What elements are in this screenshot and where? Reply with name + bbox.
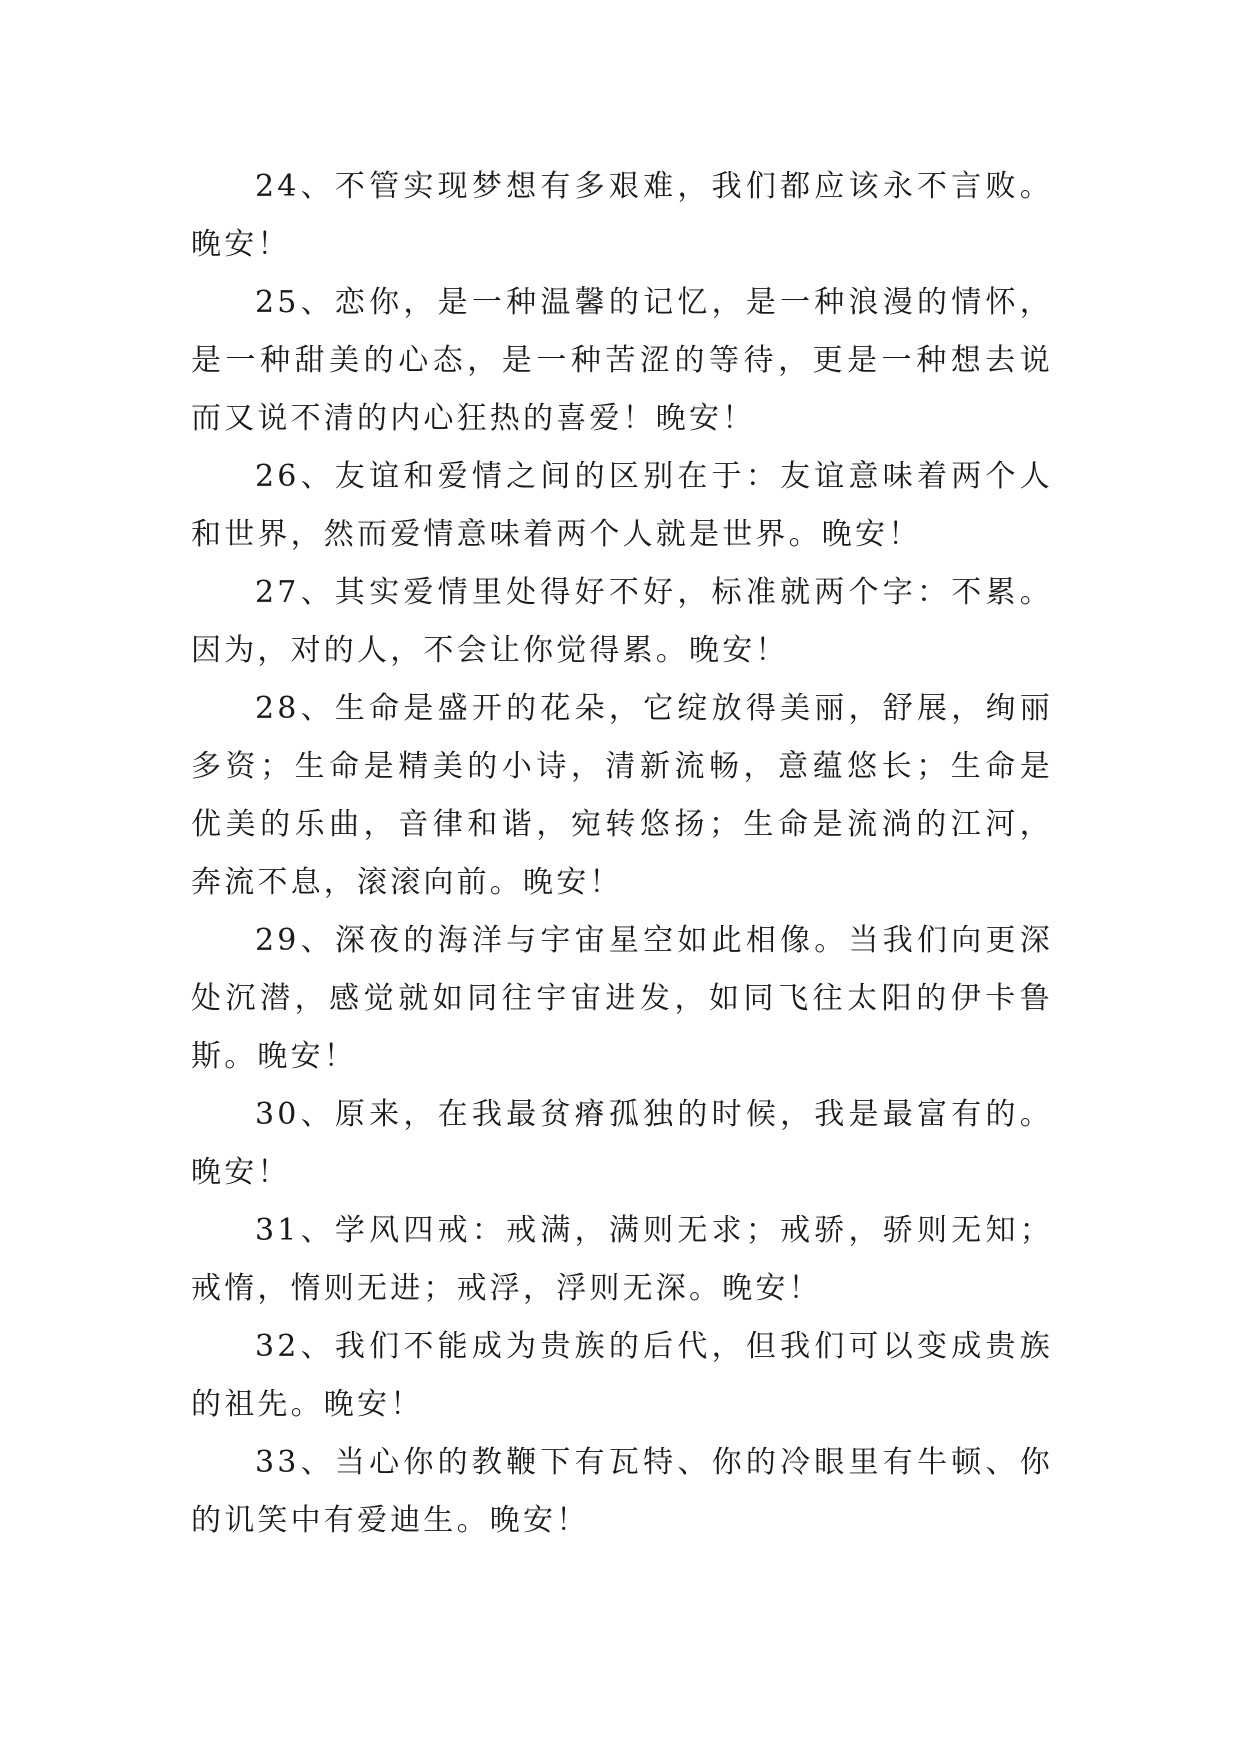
paragraph-28: 28、生命是盛开的花朵，它绽放得美丽，舒展，绚丽多资；生命是精美的小诗，清新流畅，意蕴悠长；生命是优美的乐曲，音律和谐，宛转悠扬；生命是流淌的江河，奔流不息，滚滚向前。晚安！ [191,691,1053,900]
paragraph-27: 27、其实爱情里处得好不好，标准就两个字：不累。因为，对的人，不会让你觉得累。晚安！ [191,575,1053,668]
paragraph-33: 33、当心你的教鞭下有瓦特、你的冷眼里有牛顿、你的讥笑中有爱迪生。晚安！ [191,1445,1053,1538]
paragraph-25: 25、恋你，是一种温馨的记忆，是一种浪漫的情怀，是一种甜美的心态，是一种苦涩的等待，更是一种想去说而又说不清的内心狂热的喜爱！晚安！ [191,285,1053,436]
paragraph-26: 26、友谊和爱情之间的区别在于：友谊意味着两个人和世界，然而爱情意味着两个人就是世界。晚安！ [191,459,1053,552]
paragraph-31: 31、学风四戒：戒满，满则无求；戒骄，骄则无知；戒惰，惰则无进；戒浮，浮则无深。晚安！ [191,1213,1053,1306]
paragraph-29: 29、深夜的海洋与宇宙星空如此相像。当我们向更深处沉潜，感觉就如同往宇宙进发，如同飞往太阳的伊卡鲁斯。晚安！ [191,923,1053,1074]
document-body [191,158,1053,1550]
paragraph-32: 32、我们不能成为贵族的后代，但我们可以变成贵族的祖先。晚安！ [191,1329,1053,1422]
paragraph-24: 24、不管实现梦想有多艰难，我们都应该永不言败。晚安！ [191,169,1053,262]
paragraph-30: 30、原来，在我最贫瘠孤独的时候，我是最富有的。晚安！ [191,1097,1053,1190]
